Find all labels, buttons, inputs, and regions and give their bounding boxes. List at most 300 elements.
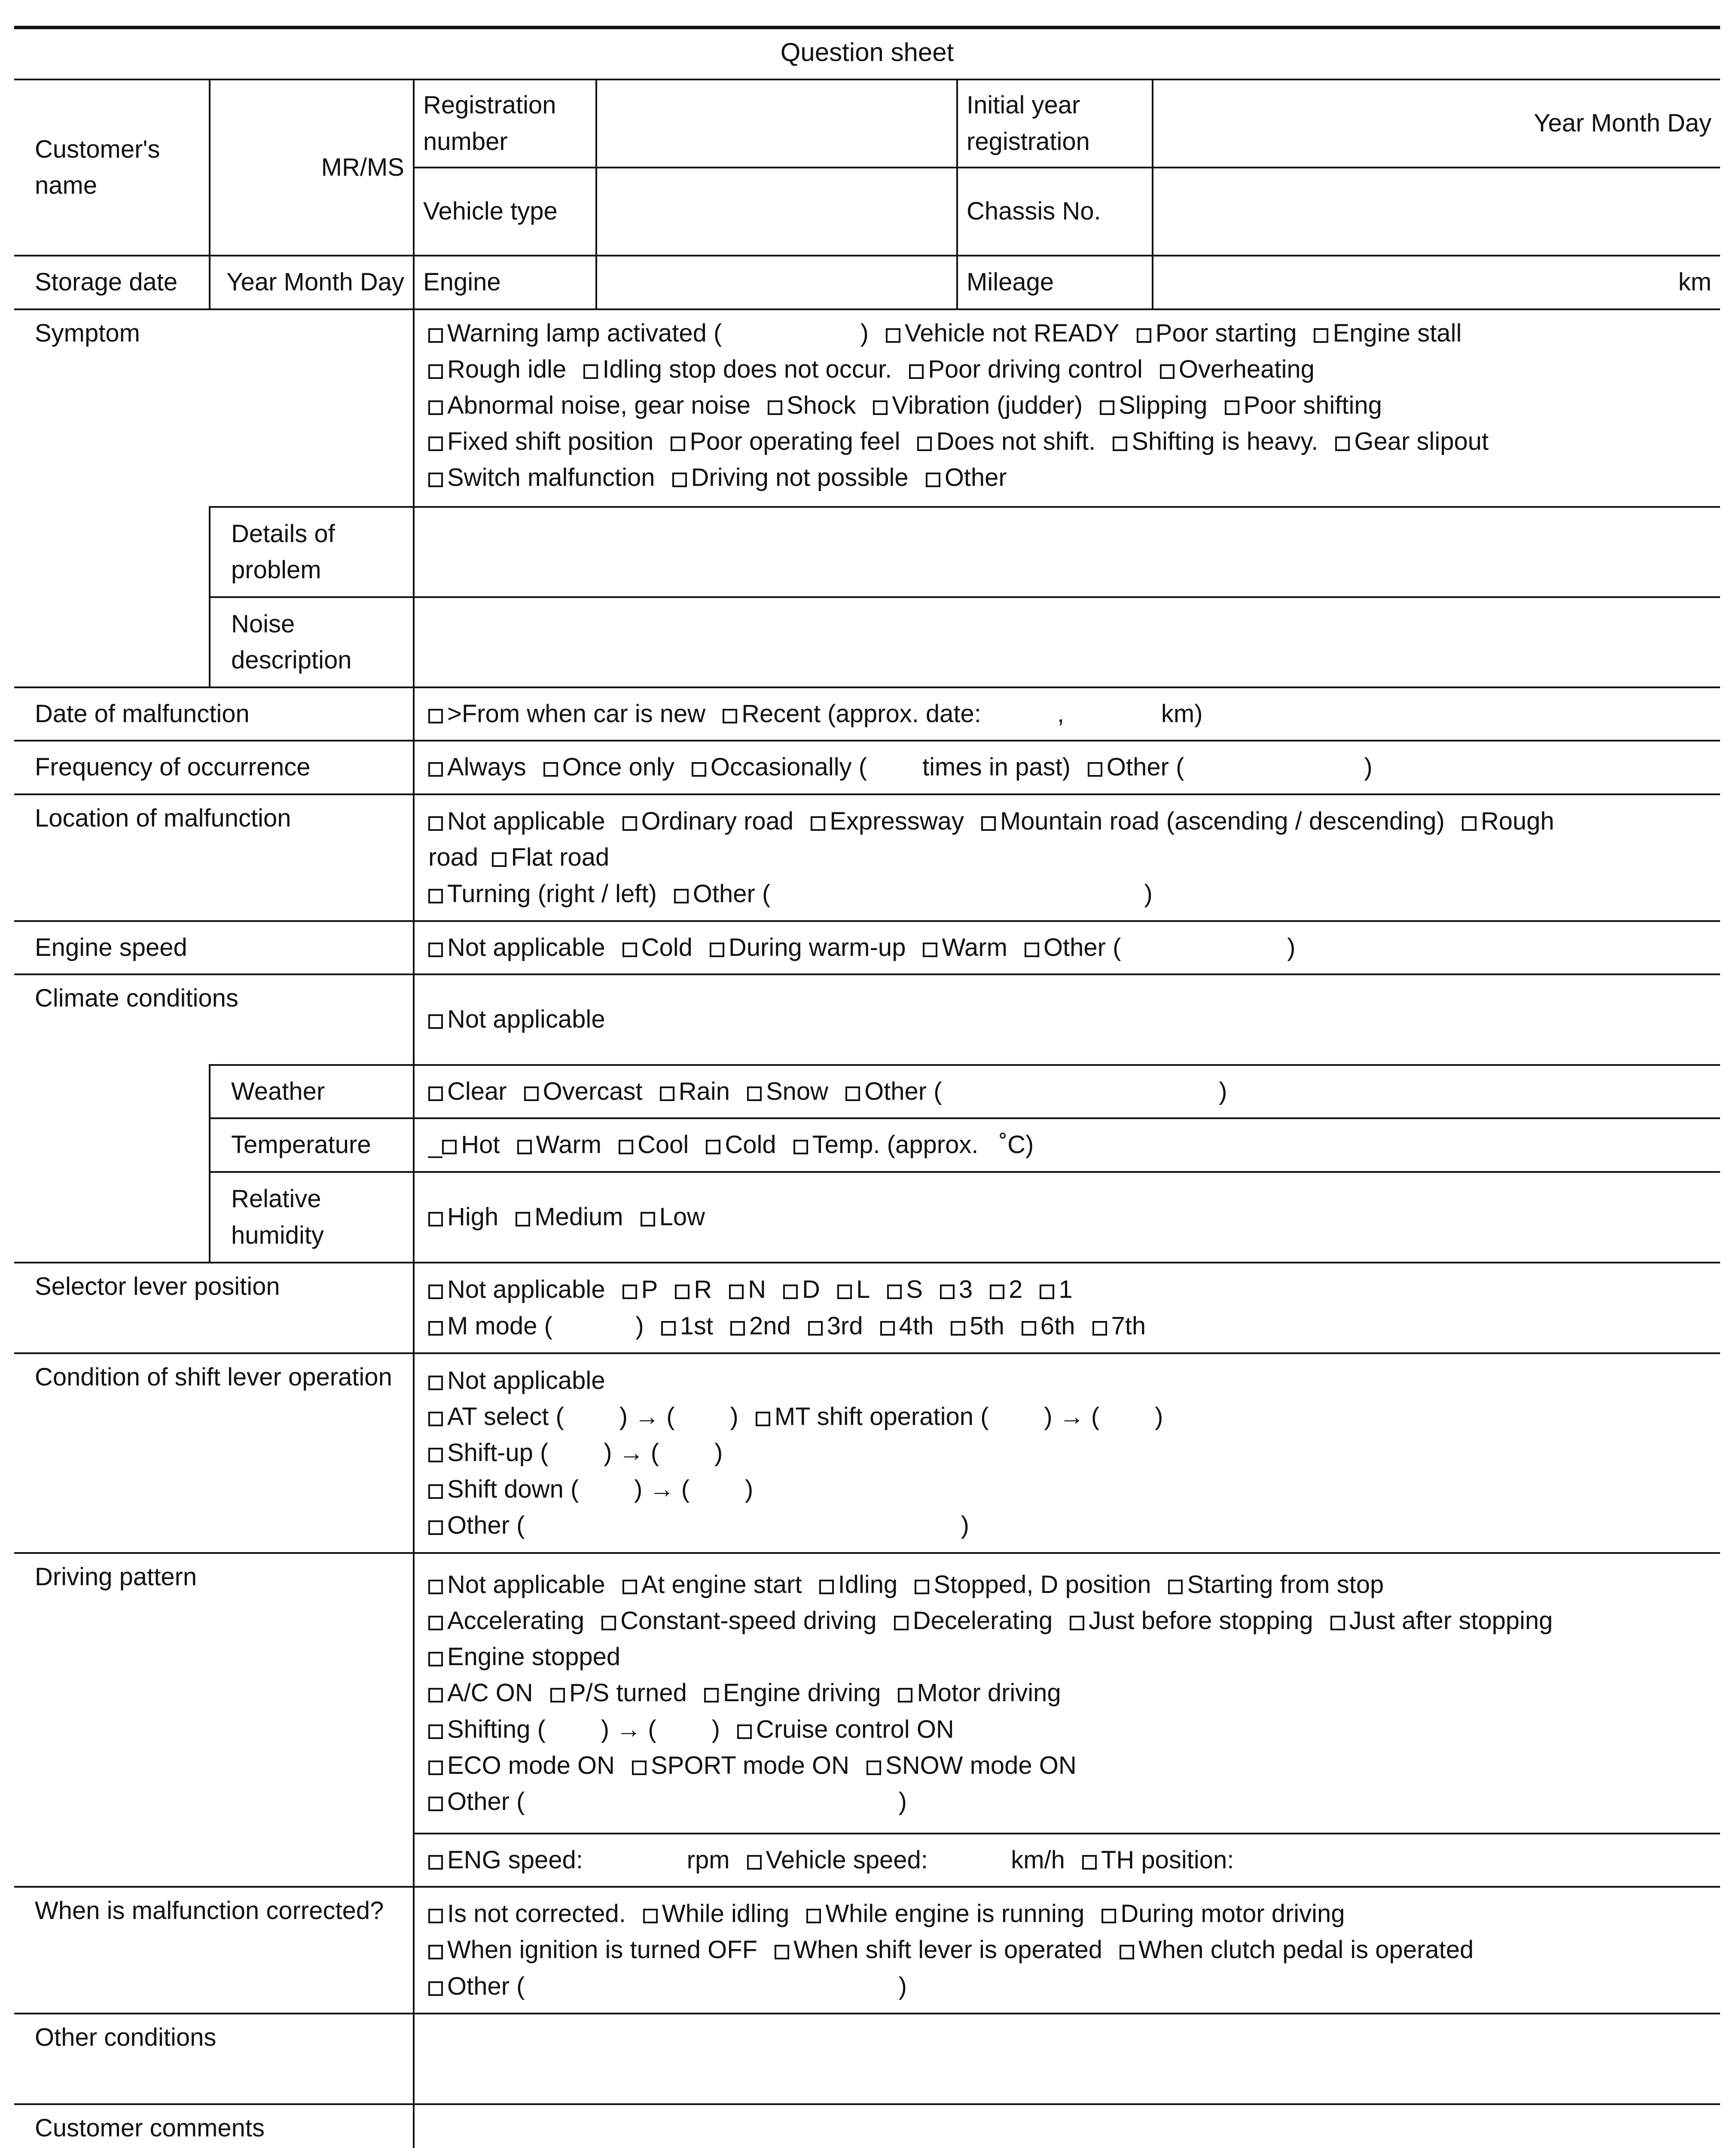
checkbox-label: Poor operating feel xyxy=(690,427,900,456)
checkbox-icon[interactable] xyxy=(837,1285,852,1299)
checkbox-icon[interactable] xyxy=(909,364,924,379)
checkbox-option[interactable] xyxy=(428,1275,605,1303)
checkbox-option[interactable] xyxy=(428,319,869,347)
checkbox-label: Rain xyxy=(678,1077,730,1105)
checkbox-option[interactable] xyxy=(674,880,1153,908)
checkbox-icon[interactable] xyxy=(898,1688,912,1703)
checkbox-option[interactable] xyxy=(951,1312,1004,1340)
checkbox-option[interactable] xyxy=(672,464,909,491)
checkbox-label: At engine start xyxy=(641,1571,802,1599)
storage-date-value: Year Month Day xyxy=(226,268,404,296)
checkbox-icon[interactable] xyxy=(524,1086,539,1101)
checkbox-option[interactable] xyxy=(723,700,1202,728)
checkbox-icon[interactable] xyxy=(1101,1909,1116,1923)
checkbox-label: Engine stall xyxy=(1333,319,1462,347)
checkbox-option[interactable] xyxy=(641,1203,705,1231)
engine-speed-options xyxy=(414,921,1720,974)
checkbox-icon[interactable] xyxy=(583,364,598,379)
checkbox-option[interactable] xyxy=(516,1203,623,1231)
checkbox-icon[interactable] xyxy=(428,1448,443,1462)
checkbox-icon[interactable] xyxy=(675,1285,690,1299)
initial-year-field[interactable] xyxy=(1153,79,1720,168)
checkbox-option[interactable] xyxy=(524,1077,643,1105)
checkbox-label: 6th xyxy=(1040,1312,1075,1340)
checkbox-icon[interactable] xyxy=(428,1761,443,1775)
checkbox-icon[interactable] xyxy=(1314,328,1328,343)
checkbox-option[interactable] xyxy=(940,1275,973,1303)
checkbox-label: 2nd xyxy=(749,1312,791,1340)
checkbox-label: MT shift operation ( ) → ( ) xyxy=(774,1403,1163,1431)
checkbox-icon[interactable] xyxy=(428,1376,443,1390)
checkbox-icon[interactable] xyxy=(808,1321,823,1336)
checkbox-icon[interactable] xyxy=(1120,1945,1134,1959)
checkbox-option[interactable] xyxy=(923,934,1007,961)
checkbox-icon[interactable] xyxy=(428,889,443,903)
checkbox-option[interactable] xyxy=(428,1511,969,1539)
checkbox-icon[interactable] xyxy=(672,473,687,487)
checkbox-option[interactable] xyxy=(1113,427,1318,455)
checkbox-option[interactable] xyxy=(1101,1900,1345,1928)
other-conditions-field[interactable] xyxy=(414,2014,1720,2104)
option-line xyxy=(428,1932,1712,1968)
checkbox-option[interactable] xyxy=(730,1312,791,1340)
storage-date-label: Storage date xyxy=(14,256,210,309)
checkbox-option[interactable] xyxy=(811,807,964,835)
checkbox-option[interactable] xyxy=(428,1715,720,1743)
checkbox-icon[interactable] xyxy=(1100,400,1114,415)
checkbox-option[interactable] xyxy=(706,1131,776,1159)
option-line xyxy=(428,696,1712,732)
temperature-options xyxy=(414,1118,1720,1172)
checkbox-icon[interactable] xyxy=(756,1412,770,1426)
initial-year-label: Initial year registration xyxy=(957,79,1153,168)
checkbox-icon[interactable] xyxy=(428,1981,443,1996)
checkbox-icon[interactable] xyxy=(1022,1321,1036,1336)
checkbox-icon[interactable] xyxy=(428,1688,443,1703)
checkbox-option[interactable] xyxy=(1082,1846,1234,1874)
checkbox-option[interactable] xyxy=(1100,391,1207,419)
checkbox-icon[interactable] xyxy=(990,1285,1004,1299)
checkbox-option[interactable] xyxy=(428,1571,605,1599)
checkbox-icon[interactable] xyxy=(622,816,637,831)
checkbox-option[interactable] xyxy=(1120,1936,1474,1964)
driving-pattern-options xyxy=(414,1553,1720,1834)
checkbox-icon[interactable] xyxy=(1088,762,1102,777)
checkbox-label: Other ( ) xyxy=(1106,753,1373,781)
checkbox-icon[interactable] xyxy=(428,762,443,777)
checkbox-icon[interactable] xyxy=(940,1285,955,1299)
checkbox-icon[interactable] xyxy=(923,943,937,957)
engine-label: Engine xyxy=(414,256,596,309)
customer-comments-field[interactable] xyxy=(414,2104,1720,2148)
date-of-malfunction-label: Date of malfunction xyxy=(14,687,414,741)
checkbox-option[interactable] xyxy=(793,1131,1034,1159)
checkbox-option[interactable] xyxy=(1088,753,1373,781)
checkbox-option[interactable] xyxy=(632,1751,849,1779)
checkbox-option[interactable] xyxy=(747,1077,828,1105)
checkbox-option[interactable] xyxy=(909,355,1143,383)
checkbox-option[interactable] xyxy=(601,1607,876,1635)
checkbox-label: Gear slipout xyxy=(1354,427,1489,456)
checkbox-label: Decelerating xyxy=(912,1607,1053,1635)
checkbox-icon[interactable] xyxy=(543,762,558,777)
customer-name-label: Customer's name xyxy=(14,79,210,256)
checkbox-option[interactable] xyxy=(806,1900,1084,1928)
checkbox-icon[interactable] xyxy=(428,1321,443,1336)
checkbox-icon[interactable] xyxy=(692,762,706,777)
checkbox-option[interactable] xyxy=(428,700,705,728)
checkbox-option[interactable] xyxy=(671,427,900,455)
checkbox-label: Always xyxy=(447,753,526,781)
checkbox-icon[interactable] xyxy=(674,889,689,903)
location-label: Location of malfunction xyxy=(14,794,414,921)
checkbox-option[interactable] xyxy=(643,1900,790,1928)
checkbox-label: M mode ( ) xyxy=(447,1312,644,1340)
chassis-label: Chassis No. xyxy=(957,168,1153,256)
checkbox-option[interactable] xyxy=(1137,319,1297,347)
checkbox-icon[interactable] xyxy=(428,1285,443,1299)
checkbox-option[interactable] xyxy=(917,427,1095,455)
checkbox-label: Occasionally ( times in past) xyxy=(710,753,1071,781)
checkbox-icon[interactable] xyxy=(1330,1616,1345,1630)
checkbox-icon[interactable] xyxy=(428,364,443,379)
checkbox-icon[interactable] xyxy=(428,1520,443,1535)
noise-field[interactable] xyxy=(414,597,1720,687)
checkbox-icon[interactable] xyxy=(819,1580,834,1594)
checkbox-icon[interactable] xyxy=(1113,436,1127,451)
checkbox-option[interactable] xyxy=(428,880,657,908)
checkbox-option[interactable] xyxy=(622,1571,802,1599)
checkbox-icon[interactable] xyxy=(428,1855,443,1870)
checkbox-option[interactable] xyxy=(550,1679,687,1707)
checkbox-icon[interactable] xyxy=(516,1212,530,1227)
checkbox-icon[interactable] xyxy=(428,816,443,831)
checkbox-option[interactable] xyxy=(622,1275,658,1303)
checkbox-icon[interactable] xyxy=(442,1140,457,1154)
mileage-label: Mileage xyxy=(957,256,1153,309)
checkbox-option[interactable] xyxy=(428,1936,757,1964)
checkbox-icon[interactable] xyxy=(886,328,900,343)
checkbox-option[interactable] xyxy=(894,1607,1053,1635)
checkbox-label: 7th xyxy=(1111,1312,1146,1340)
checkbox-label: Shifting is heavy. xyxy=(1132,427,1318,456)
checkbox-option[interactable] xyxy=(1314,319,1461,347)
checkbox-option[interactable] xyxy=(583,355,892,383)
checkbox-icon[interactable] xyxy=(428,1412,443,1426)
checkbox-icon[interactable] xyxy=(811,816,825,831)
checkbox-option[interactable] xyxy=(428,1788,907,1815)
checkbox-label: During warm-up xyxy=(728,933,906,961)
checkbox-option[interactable] xyxy=(428,1643,620,1671)
checkbox-option[interactable] xyxy=(1462,807,1554,835)
checkbox-icon[interactable] xyxy=(1160,364,1175,379)
checkbox-option[interactable] xyxy=(768,391,856,419)
checkbox-option[interactable] xyxy=(517,1131,601,1159)
checkbox-icon[interactable] xyxy=(671,436,685,451)
checkbox-icon[interactable] xyxy=(428,1014,443,1029)
checkbox-option[interactable] xyxy=(1070,1607,1313,1635)
checkbox-option[interactable] xyxy=(442,1131,500,1159)
checkbox-option[interactable] xyxy=(428,355,566,383)
checkbox-label: Not applicable xyxy=(447,807,605,836)
option-line xyxy=(428,1603,1712,1639)
checkbox-icon[interactable] xyxy=(747,1855,762,1870)
checkbox-option[interactable] xyxy=(428,1203,498,1231)
checkbox-icon[interactable] xyxy=(1462,816,1477,831)
checkbox-option[interactable] xyxy=(622,807,794,835)
checkbox-icon[interactable] xyxy=(768,400,782,415)
checkbox-option[interactable] xyxy=(880,1312,934,1340)
vehicle-type-field[interactable] xyxy=(596,168,957,256)
option-line xyxy=(428,749,1712,785)
checkbox-icon[interactable] xyxy=(806,1909,821,1923)
checkbox-label: Other ( ) xyxy=(447,1787,907,1815)
checkbox-icon[interactable] xyxy=(729,1285,744,1299)
checkbox-option[interactable] xyxy=(1225,391,1382,419)
checkbox-option[interactable] xyxy=(737,1715,954,1743)
checkbox-label: Not applicable xyxy=(447,933,605,961)
checkbox-label: Not applicable xyxy=(447,1275,605,1304)
checkbox-label: A/C ON xyxy=(447,1679,533,1707)
checkbox-option[interactable] xyxy=(428,934,605,961)
checkbox-option[interactable] xyxy=(1092,1312,1146,1340)
mileage-field[interactable] xyxy=(1153,256,1720,309)
checkbox-icon[interactable] xyxy=(428,1212,443,1227)
checkbox-option[interactable] xyxy=(1025,934,1296,961)
customer-name-suffix: MR/MS xyxy=(321,153,404,181)
registration-number-field[interactable] xyxy=(596,79,957,168)
engine-field[interactable] xyxy=(596,256,957,309)
checkbox-icon[interactable] xyxy=(428,1909,443,1923)
checkbox-option[interactable] xyxy=(729,1275,766,1303)
checkbox-icon[interactable] xyxy=(492,852,506,867)
checkbox-icon[interactable] xyxy=(661,1321,676,1336)
checkbox-label: Rough xyxy=(1480,807,1554,836)
checkbox-label: Low xyxy=(659,1203,705,1231)
checkbox-label: When ignition is turned OFF xyxy=(447,1936,758,1964)
checkbox-icon[interactable] xyxy=(428,943,443,957)
details-label: Details of problem xyxy=(210,507,414,597)
checkbox-label: 3 xyxy=(958,1275,973,1304)
checkbox-icon[interactable] xyxy=(887,1285,902,1299)
checkbox-icon[interactable] xyxy=(1025,943,1039,957)
checkbox-icon[interactable] xyxy=(622,1580,637,1594)
checkbox-icon[interactable] xyxy=(641,1212,655,1227)
checkbox-option[interactable] xyxy=(428,1367,605,1394)
checkbox-option[interactable] xyxy=(783,1275,820,1303)
checkbox-option[interactable] xyxy=(661,1312,713,1340)
checkbox-option[interactable] xyxy=(1160,355,1315,383)
checkbox-label: Flat road xyxy=(511,843,610,872)
checkbox-icon[interactable] xyxy=(845,1086,860,1101)
option-line xyxy=(428,1968,1712,2005)
checkbox-icon[interactable] xyxy=(428,1652,443,1666)
checkbox-icon[interactable] xyxy=(619,1140,633,1154)
checkbox-icon[interactable] xyxy=(926,473,940,487)
checkbox-icon[interactable] xyxy=(428,473,443,487)
checkbox-icon[interactable] xyxy=(880,1321,895,1336)
checkbox-icon[interactable] xyxy=(706,1140,720,1154)
checkbox-option[interactable] xyxy=(619,1131,689,1159)
checkbox-label: 1 xyxy=(1059,1275,1073,1304)
checkbox-label: P/S turned xyxy=(569,1679,687,1707)
checkbox-icon[interactable] xyxy=(723,709,737,723)
checkbox-icon[interactable] xyxy=(783,1285,798,1299)
checkbox-option[interactable] xyxy=(1335,427,1489,455)
checkbox-option[interactable] xyxy=(845,1077,1227,1105)
checkbox-icon[interactable] xyxy=(428,1945,443,1959)
checkbox-icon[interactable] xyxy=(622,943,637,957)
option-line xyxy=(428,1399,1712,1435)
checkbox-icon[interactable] xyxy=(428,328,443,343)
checkbox-icon[interactable] xyxy=(915,1580,929,1594)
checkbox-option[interactable] xyxy=(428,464,655,491)
checkbox-icon[interactable] xyxy=(622,1285,637,1299)
checkbox-label: Expressway xyxy=(830,807,964,836)
checkbox-icon[interactable] xyxy=(428,709,443,723)
checkbox-option[interactable] xyxy=(886,319,1120,347)
option-line xyxy=(428,1675,1712,1711)
checkbox-icon[interactable] xyxy=(710,943,724,957)
option-line xyxy=(428,1272,1712,1308)
checkbox-icon[interactable] xyxy=(517,1140,532,1154)
checkbox-label: Hot xyxy=(461,1131,500,1159)
checkbox-icon[interactable] xyxy=(1137,328,1151,343)
checkbox-icon[interactable] xyxy=(917,436,932,451)
checkbox-option[interactable] xyxy=(1168,1571,1384,1599)
location-options xyxy=(414,794,1720,921)
checkbox-label: Shift down ( ) → ( ) xyxy=(447,1475,754,1503)
checkbox-icon[interactable] xyxy=(730,1321,745,1336)
checkbox-icon[interactable] xyxy=(1092,1321,1107,1336)
checkbox-option[interactable] xyxy=(808,1312,863,1340)
checkbox-option[interactable] xyxy=(819,1571,898,1599)
checkbox-icon[interactable] xyxy=(1335,436,1350,451)
checkbox-icon[interactable] xyxy=(428,1484,443,1499)
checkbox-label: Abnormal noise, gear noise xyxy=(447,391,751,420)
chassis-field[interactable] xyxy=(1153,168,1720,256)
checkbox-option[interactable] xyxy=(543,753,674,781)
checkbox-icon[interactable] xyxy=(428,436,443,451)
checkbox-option[interactable] xyxy=(926,464,1007,491)
checkbox-option[interactable] xyxy=(915,1571,1151,1599)
checkbox-option[interactable] xyxy=(837,1275,870,1303)
checkbox-icon[interactable] xyxy=(428,400,443,415)
checkbox-icon[interactable] xyxy=(951,1321,965,1336)
checkbox-option[interactable] xyxy=(756,1403,1163,1431)
top-rule xyxy=(14,26,1720,29)
checkbox-option[interactable] xyxy=(887,1275,923,1303)
checkbox-label: Shock xyxy=(787,391,856,420)
checkbox-option[interactable] xyxy=(428,1900,626,1928)
checkbox-option[interactable] xyxy=(428,1679,533,1707)
option-line xyxy=(428,1001,1712,1037)
checkbox-icon[interactable] xyxy=(775,1945,789,1959)
checkbox-icon[interactable] xyxy=(428,1724,443,1739)
checkbox-icon[interactable] xyxy=(428,1797,443,1811)
checkbox-icon[interactable] xyxy=(873,400,888,415)
checkbox-icon[interactable] xyxy=(601,1616,616,1630)
checkbox-option[interactable] xyxy=(692,753,1071,781)
checkbox-icon[interactable] xyxy=(660,1086,674,1101)
checkbox-option[interactable] xyxy=(675,1275,712,1303)
checkbox-option[interactable] xyxy=(1040,1275,1072,1303)
checkbox-option[interactable] xyxy=(704,1679,881,1707)
customer-name-field[interactable] xyxy=(210,79,414,256)
checkbox-icon[interactable] xyxy=(866,1761,881,1775)
checkbox-option[interactable] xyxy=(898,1679,1061,1707)
checkbox-icon[interactable] xyxy=(428,1616,443,1630)
checkbox-icon[interactable] xyxy=(704,1688,719,1703)
checkbox-option[interactable] xyxy=(775,1936,1102,1964)
checkbox-option[interactable] xyxy=(1330,1607,1553,1635)
checkbox-icon[interactable] xyxy=(1040,1285,1054,1299)
option-line xyxy=(428,1748,1712,1784)
checkbox-icon[interactable] xyxy=(1070,1616,1084,1630)
checkbox-option[interactable] xyxy=(622,934,693,961)
checkbox-option[interactable] xyxy=(428,753,526,781)
checkbox-icon[interactable] xyxy=(737,1724,752,1739)
checkbox-option[interactable] xyxy=(1022,1312,1075,1340)
checkbox-option[interactable] xyxy=(428,1439,723,1467)
checkbox-option[interactable] xyxy=(428,1846,730,1874)
checkbox-label: Rough idle xyxy=(447,355,567,384)
checkbox-option[interactable] xyxy=(428,1972,907,2000)
checkbox-icon[interactable] xyxy=(643,1909,658,1923)
checkbox-option[interactable] xyxy=(428,1005,605,1033)
checkbox-option[interactable] xyxy=(428,1475,753,1503)
checkbox-option[interactable] xyxy=(866,1751,1077,1779)
checkbox-icon[interactable] xyxy=(747,1086,762,1101)
checkbox-icon[interactable] xyxy=(793,1140,808,1154)
checkbox-option[interactable] xyxy=(428,427,653,455)
checkbox-option[interactable] xyxy=(428,807,605,835)
checkbox-option[interactable] xyxy=(873,391,1083,419)
checkbox-option[interactable] xyxy=(747,1846,1065,1874)
checkbox-option[interactable] xyxy=(428,1403,738,1431)
option-line xyxy=(428,1896,1712,1932)
checkbox-icon[interactable] xyxy=(1082,1855,1097,1870)
temperature-label: Temperature xyxy=(210,1118,414,1172)
checkbox-icon[interactable] xyxy=(1168,1580,1183,1594)
checkbox-option[interactable] xyxy=(428,1312,644,1340)
checkbox-icon[interactable] xyxy=(632,1761,647,1775)
checkbox-option[interactable] xyxy=(710,934,906,961)
checkbox-icon[interactable] xyxy=(428,1086,443,1101)
option-line xyxy=(428,930,1712,966)
frequency-label: Frequency of occurrence xyxy=(14,741,414,794)
checkbox-icon[interactable] xyxy=(550,1688,565,1703)
checkbox-option[interactable] xyxy=(428,1607,584,1635)
checkbox-icon[interactable] xyxy=(894,1616,909,1630)
checkbox-option[interactable] xyxy=(990,1275,1022,1303)
checkbox-option[interactable] xyxy=(428,391,751,419)
checkbox-option[interactable] xyxy=(428,1077,507,1105)
checkbox-label: Mountain road (ascending / descending) xyxy=(1000,807,1445,836)
details-field[interactable] xyxy=(414,507,1720,597)
checkbox-icon[interactable] xyxy=(428,1580,443,1594)
checkbox-option[interactable] xyxy=(981,807,1445,835)
checkbox-label: Engine driving xyxy=(723,1679,881,1707)
checkbox-option[interactable] xyxy=(660,1077,730,1105)
checkbox-icon[interactable] xyxy=(1225,400,1239,415)
checkbox-label: S xyxy=(906,1275,923,1304)
climate-indent xyxy=(14,1065,210,1118)
checkbox-option[interactable] xyxy=(492,843,609,871)
checkbox-option[interactable] xyxy=(428,1751,615,1779)
checkbox-icon[interactable] xyxy=(981,816,996,831)
storage-date-field[interactable] xyxy=(210,256,414,309)
